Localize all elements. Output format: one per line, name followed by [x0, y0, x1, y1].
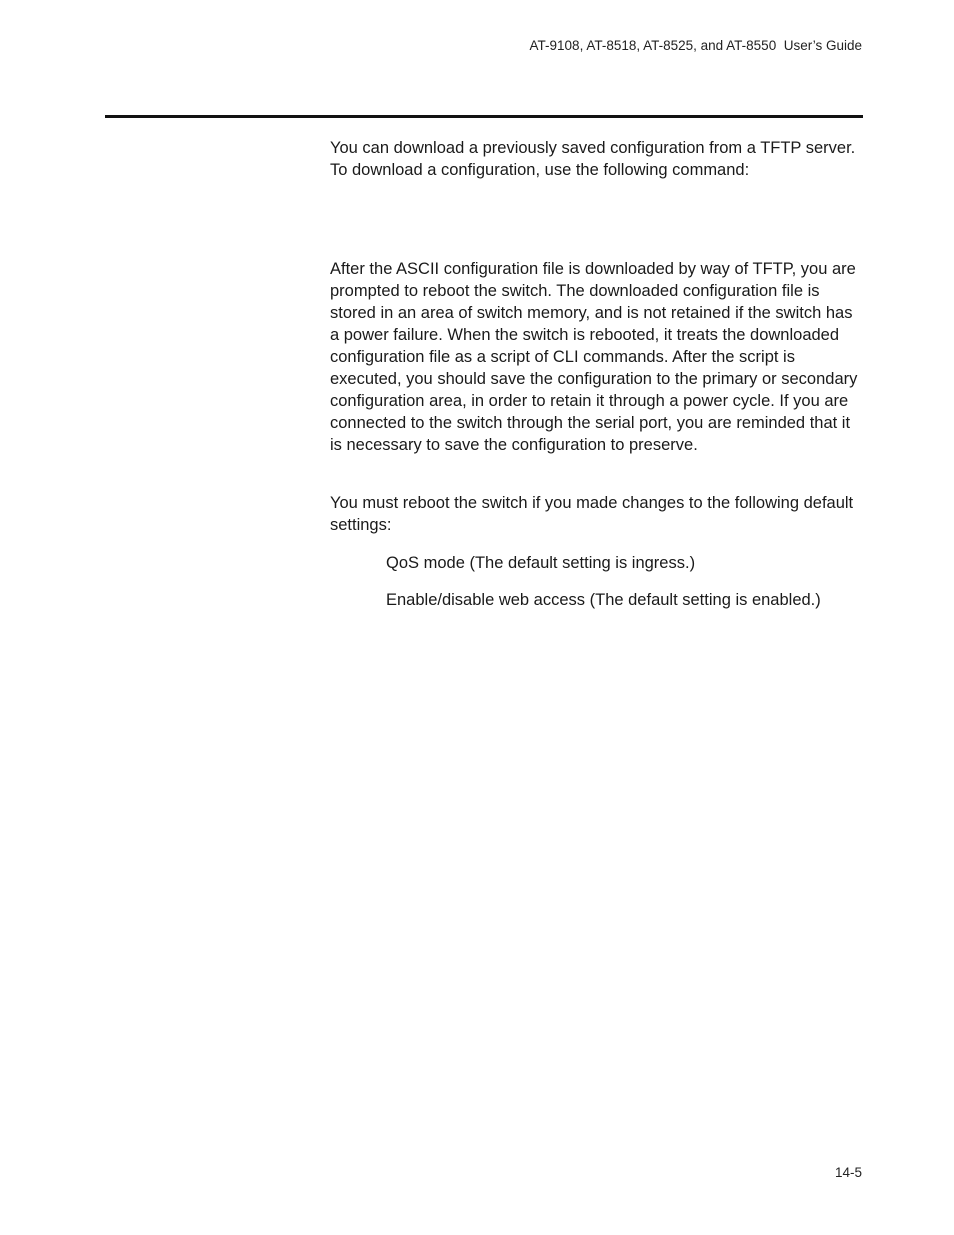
header-rule: [105, 115, 863, 118]
intro-paragraph: You can download a previously saved configuration from a TFTP server. To download a configuration, use the following command:: [330, 139, 856, 179]
running-header: AT-9108, AT-8518, AT-8525, and AT-8550 User’s Guide: [529, 38, 862, 53]
download-details-paragraph: After the ASCII configuration file is downloaded by way of TFTP, you are prompted to reboot the switch. The downloaded configuration file is stored in an area of switch memory, and is not retained if the switch has a power failure. When the switch is rebooted, it treats the downloaded configuration file as a script of CLI commands. After the script is executed, you should save the configuration to the primary or secondary configuration area, in order to retain it through a power cycle. If you are connected to the switch through the serial port, you are reminded that it is necessary to save the configuration to preserve.: [330, 260, 858, 454]
reboot-requirement-paragraph: You must reboot the switch if you made changes to the following default settings:: [330, 494, 854, 534]
list-item: Enable/disable web access (The default setting is enabled.): [386, 591, 821, 609]
page-number: 14-5: [834, 1165, 862, 1180]
list-item: QoS mode (The default setting is ingress.): [386, 554, 696, 572]
